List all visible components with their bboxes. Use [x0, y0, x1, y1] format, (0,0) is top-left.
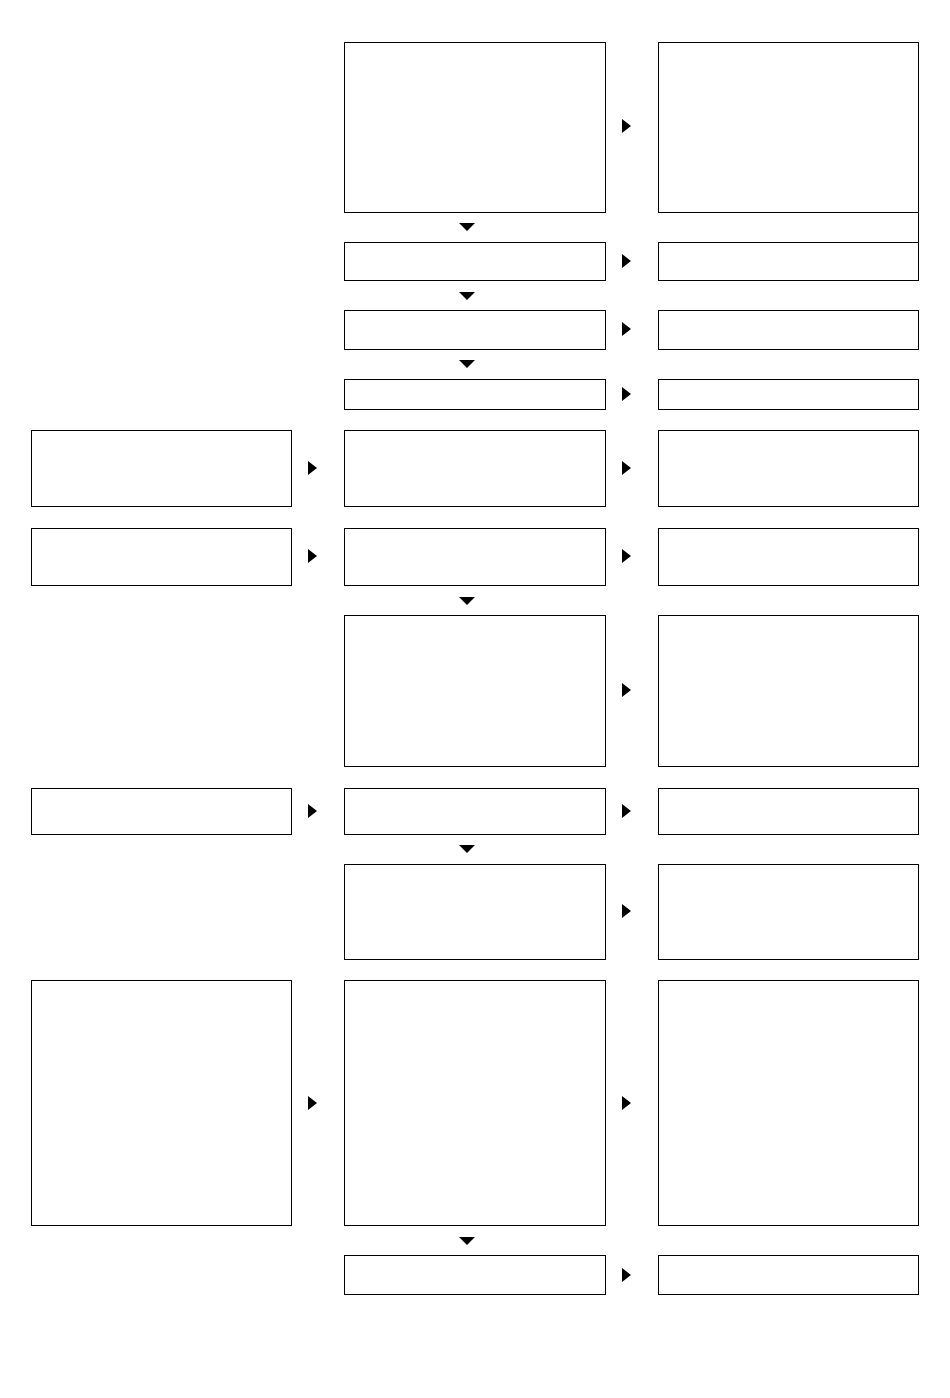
flow-box-r4-middle	[344, 379, 606, 410]
arrow-right-r2	[622, 254, 631, 268]
flow-box-r2-middle	[344, 242, 606, 281]
flow-box-r3-middle	[344, 310, 606, 350]
flow-box-r8-middle	[344, 788, 606, 835]
arrow-down-r6	[459, 597, 475, 605]
flow-box-r5-right	[658, 430, 919, 507]
arrow-right-r8-left	[308, 804, 317, 818]
flow-box-r9-right	[658, 864, 919, 960]
arrow-down-r8	[459, 845, 475, 853]
flow-box-r10-middle	[344, 980, 606, 1226]
flow-box-r7-right	[658, 615, 919, 767]
flow-box-r10-left	[31, 980, 292, 1226]
arrow-right-r9	[622, 904, 631, 918]
connector-line-r1	[918, 212, 919, 242]
flow-box-r6-left	[31, 528, 292, 586]
arrow-right-r4	[622, 387, 631, 401]
arrow-right-r6-left	[308, 549, 317, 563]
arrow-right-r11	[622, 1268, 631, 1282]
arrow-right-r5	[622, 461, 631, 475]
flow-box-r4-right	[658, 379, 919, 410]
flow-box-r6-middle	[344, 528, 606, 586]
arrow-down-r1	[459, 223, 475, 231]
arrow-right-r6	[622, 549, 631, 563]
arrow-right-r5-left	[308, 461, 317, 475]
arrow-down-r2	[459, 292, 475, 300]
arrow-right-r7	[622, 683, 631, 697]
flow-box-r5-left	[31, 430, 292, 507]
arrow-down-r3	[459, 360, 475, 368]
flow-box-r1-right	[658, 42, 919, 213]
arrow-right-r3	[622, 322, 631, 336]
flow-box-r9-middle	[344, 864, 606, 960]
flow-box-r5-middle	[344, 430, 606, 507]
flow-box-r11-right	[658, 1255, 919, 1295]
arrow-right-r1	[622, 119, 631, 133]
arrow-right-r10-left	[308, 1096, 317, 1110]
flow-box-r2-right	[658, 242, 919, 281]
flow-box-r7-middle	[344, 615, 606, 767]
flow-box-r11-middle	[344, 1255, 606, 1295]
arrow-down-r10	[459, 1237, 475, 1245]
flow-box-r1-middle	[344, 42, 606, 213]
arrow-right-r8	[622, 804, 631, 818]
flow-box-r8-right	[658, 788, 919, 835]
arrow-right-r10	[622, 1096, 631, 1110]
flow-box-r3-right	[658, 310, 919, 350]
flow-box-r6-right	[658, 528, 919, 586]
flow-box-r10-right	[658, 980, 919, 1226]
flow-box-r8-left	[31, 788, 292, 835]
